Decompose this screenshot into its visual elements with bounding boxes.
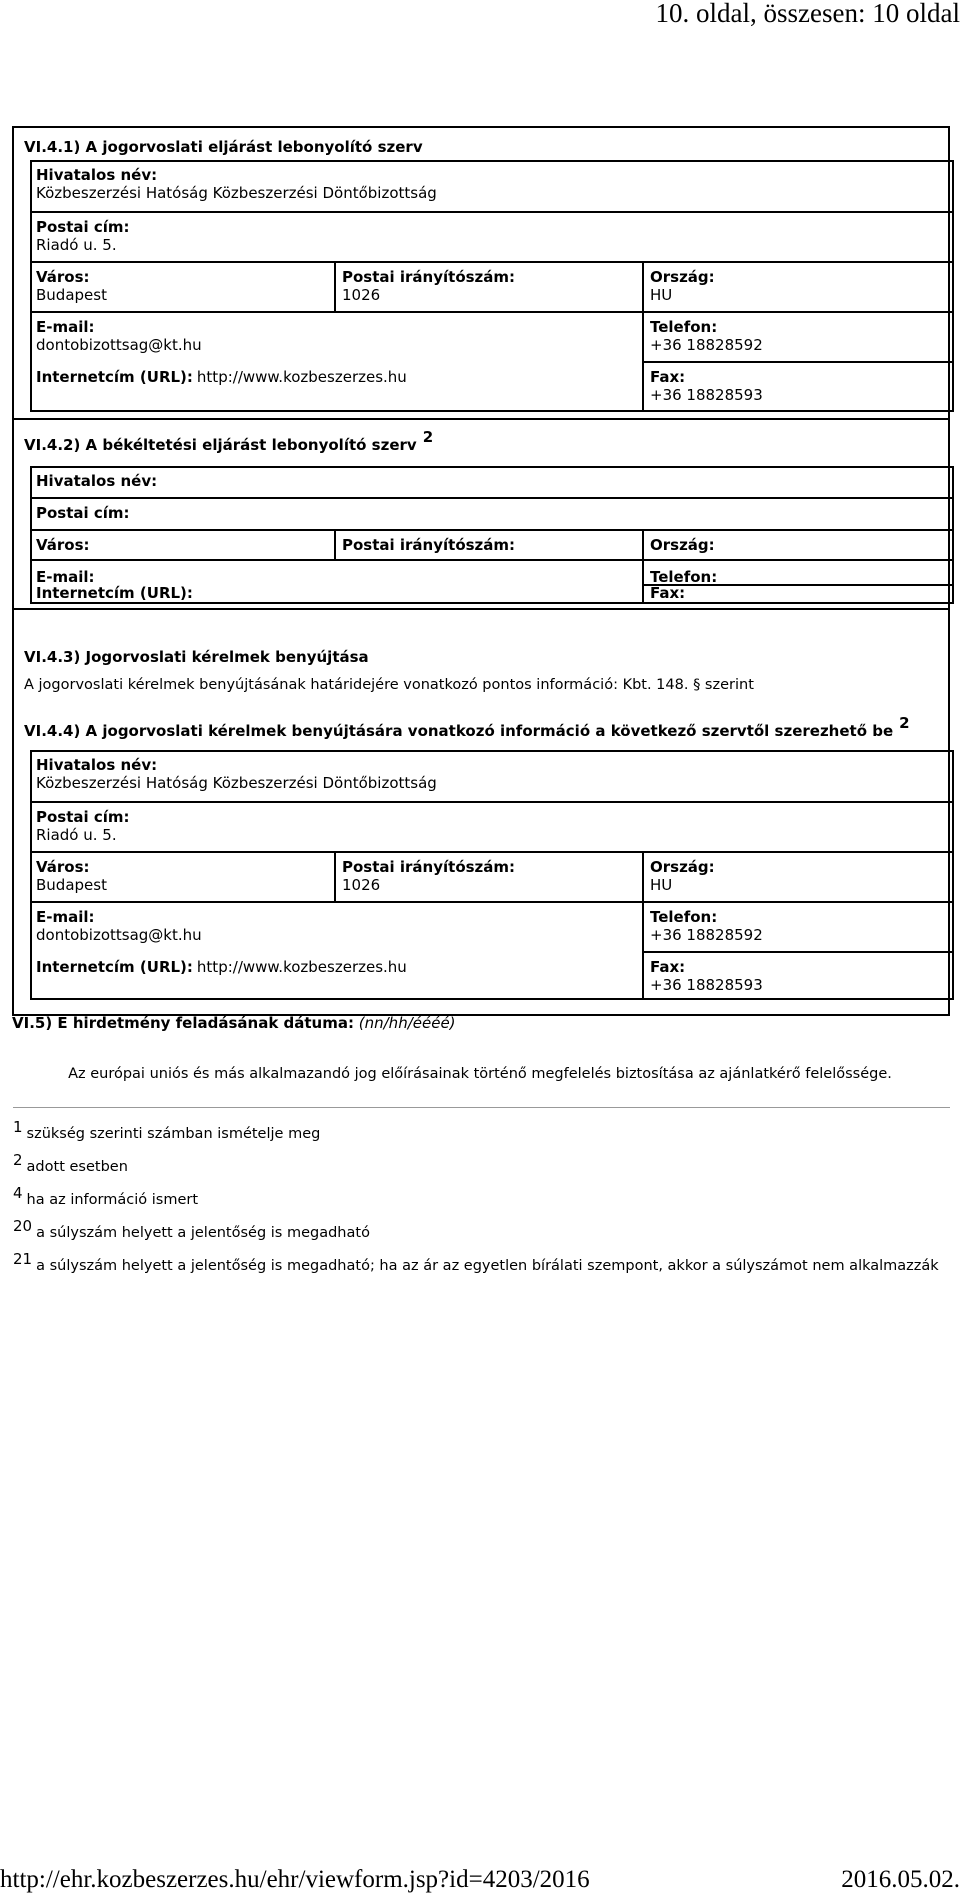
postal-address-label: Postai cím:	[36, 504, 130, 522]
footer-date: 2016.05.02.	[841, 1866, 960, 1893]
country-label: Ország:	[650, 268, 715, 286]
row-divider	[32, 529, 952, 531]
phone-value: +36 18828592	[650, 926, 763, 944]
col-divider	[334, 851, 336, 902]
row-divider	[32, 559, 952, 561]
city-label: Város:	[36, 536, 90, 554]
country-label: Ország:	[650, 858, 715, 876]
section-separator	[14, 418, 948, 420]
footnote-ref: 2	[899, 714, 910, 732]
footnote-number: 21	[13, 1250, 33, 1268]
internet-value[interactable]: http://www.kozbeszerzes.hu	[196, 958, 407, 976]
section-box-vi-4-1	[30, 160, 954, 412]
footnote-text: a súlyszám helyett a jelentőség is megadható	[36, 1225, 370, 1241]
footnote-item	[13, 1217, 370, 1241]
email-label: E-mail:	[36, 568, 95, 586]
official-name-value: Közbeszerzési Hatóság Közbeszerzési Döntőbizottság	[36, 184, 437, 202]
row-divider	[32, 901, 952, 903]
section-title-vi-4-3: VI.4.3) Jogorvoslati kérelmek benyújtása	[24, 648, 369, 666]
internet-label: Internetcím (URL):	[36, 584, 193, 602]
footnote-number: 20	[13, 1217, 33, 1235]
fax-label: Fax:	[650, 584, 686, 602]
official-name-label: Hivatalos név:	[36, 166, 158, 184]
row-divider	[642, 584, 952, 586]
postal-address-label: Postai cím:	[36, 218, 130, 236]
email-label: E-mail:	[36, 908, 95, 926]
phone-label: Telefon:	[650, 318, 718, 336]
section-title-vi-4-4	[24, 714, 910, 740]
official-name-label: Hivatalos név:	[36, 756, 158, 774]
col-divider	[642, 261, 644, 410]
footnote-number: 1	[13, 1118, 23, 1136]
document-frame	[12, 126, 950, 1016]
internet-row	[36, 958, 407, 977]
col-divider	[642, 851, 644, 998]
date-format-hint: (nn/hh/éééé)	[358, 1014, 456, 1032]
section-box-vi-4-4	[30, 750, 954, 1000]
city-label: Város:	[36, 268, 90, 286]
footnote-text: adott esetben	[26, 1159, 128, 1175]
fax-label: Fax:	[650, 368, 686, 386]
postal-code-value: 1026	[342, 286, 381, 304]
footnote-text: szükség szerinti számban ismételje meg	[26, 1126, 321, 1142]
internet-value[interactable]: http://www.kozbeszerzes.hu	[196, 368, 407, 386]
col-divider	[334, 261, 336, 312]
section-separator	[14, 608, 948, 610]
footnote-text: ha az információ ismert	[26, 1192, 199, 1208]
row-divider	[32, 211, 952, 213]
city-value: Budapest	[36, 876, 107, 894]
postal-code-label: Postai irányítószám:	[342, 268, 516, 286]
country-value: HU	[650, 286, 673, 304]
row-divider	[32, 801, 952, 803]
footnote-item	[13, 1118, 321, 1142]
city-label: Város:	[36, 858, 90, 876]
official-name-label: Hivatalos név:	[36, 472, 158, 490]
phone-label: Telefon:	[650, 908, 718, 926]
section-title-vi-5: VI.5) E hirdetmény feladásának dátuma:	[12, 1014, 354, 1032]
postal-code-label: Postai irányítószám:	[342, 536, 516, 554]
section-box-vi-4-2	[30, 466, 954, 604]
page-number-header: 10. oldal, összesen: 10 oldal	[655, 0, 960, 28]
row-divider	[642, 361, 952, 363]
disclaimer: Az európai uniós és más alkalmazandó jog előírásainak történő megfelelés biztosítása az ajánlatkérő felelőssége.	[68, 1066, 892, 1082]
internet-row	[36, 368, 407, 387]
row-divider	[32, 261, 952, 263]
phone-label: Telefon:	[650, 568, 718, 586]
row-divider	[32, 851, 952, 853]
footnote-item	[13, 1250, 939, 1274]
footnote-text: a súlyszám helyett a jelentőség is megadható; ha az ár az egyetlen bírálati szempont, akkor a súlyszámot nem alkalmazzák	[36, 1258, 939, 1274]
row-divider	[32, 497, 952, 499]
phone-value: +36 18828592	[650, 336, 763, 354]
email-value: dontobizottsag@kt.hu	[36, 336, 202, 354]
footnote-number: 2	[13, 1151, 23, 1169]
postal-code-value: 1026	[342, 876, 381, 894]
fax-value: +36 18828593	[650, 976, 763, 994]
footnote-ref: 2	[422, 428, 434, 446]
postal-address-value: Riadó u. 5.	[36, 236, 117, 254]
internet-label: Internetcím (URL):	[36, 368, 193, 386]
section-title-vi-4-2-text: VI.4.2) A békéltetési eljárást lebonyolító szerv	[24, 436, 417, 454]
footnote-item	[13, 1184, 199, 1208]
postal-address-value: Riadó u. 5.	[36, 826, 117, 844]
internet-label: Internetcím (URL):	[36, 958, 193, 976]
email-label: E-mail:	[36, 318, 95, 336]
country-label: Ország:	[650, 536, 715, 554]
fax-label: Fax:	[650, 958, 686, 976]
postal-code-label: Postai irányítószám:	[342, 858, 516, 876]
section-text-vi-4-3: A jogorvoslati kérelmek benyújtásának határidejére vonatkozó pontos információ: Kbt. 148. § szerint	[24, 677, 754, 693]
section-title-vi-4-4-text: VI.4.4) A jogorvoslati kérelmek benyújtására vonatkozó információ a következő szervtől szerezhető be	[24, 722, 894, 740]
email-value: dontobizottsag@kt.hu	[36, 926, 202, 944]
section-vi-5	[12, 1014, 456, 1032]
page-footer	[0, 1866, 960, 1896]
postal-address-label: Postai cím:	[36, 808, 130, 826]
fax-value: +36 18828593	[650, 386, 763, 404]
col-divider	[642, 529, 644, 602]
official-name-value: Közbeszerzési Hatóság Közbeszerzési Döntőbizottság	[36, 774, 437, 792]
footnote-item	[13, 1151, 128, 1175]
row-divider	[32, 311, 952, 313]
footer-url[interactable]: http://ehr.kozbeszerzes.hu/ehr/viewform.jsp?id=4203/2016	[0, 1866, 590, 1893]
row-divider	[642, 951, 952, 953]
footnote-number: 4	[13, 1184, 23, 1202]
section-title-vi-4-2	[24, 428, 434, 454]
country-value: HU	[650, 876, 673, 894]
footnote-separator	[13, 1107, 950, 1108]
section-title-vi-4-1: VI.4.1) A jogorvoslati eljárást lebonyolító szerv	[24, 138, 423, 156]
col-divider	[334, 529, 336, 560]
city-value: Budapest	[36, 286, 107, 304]
